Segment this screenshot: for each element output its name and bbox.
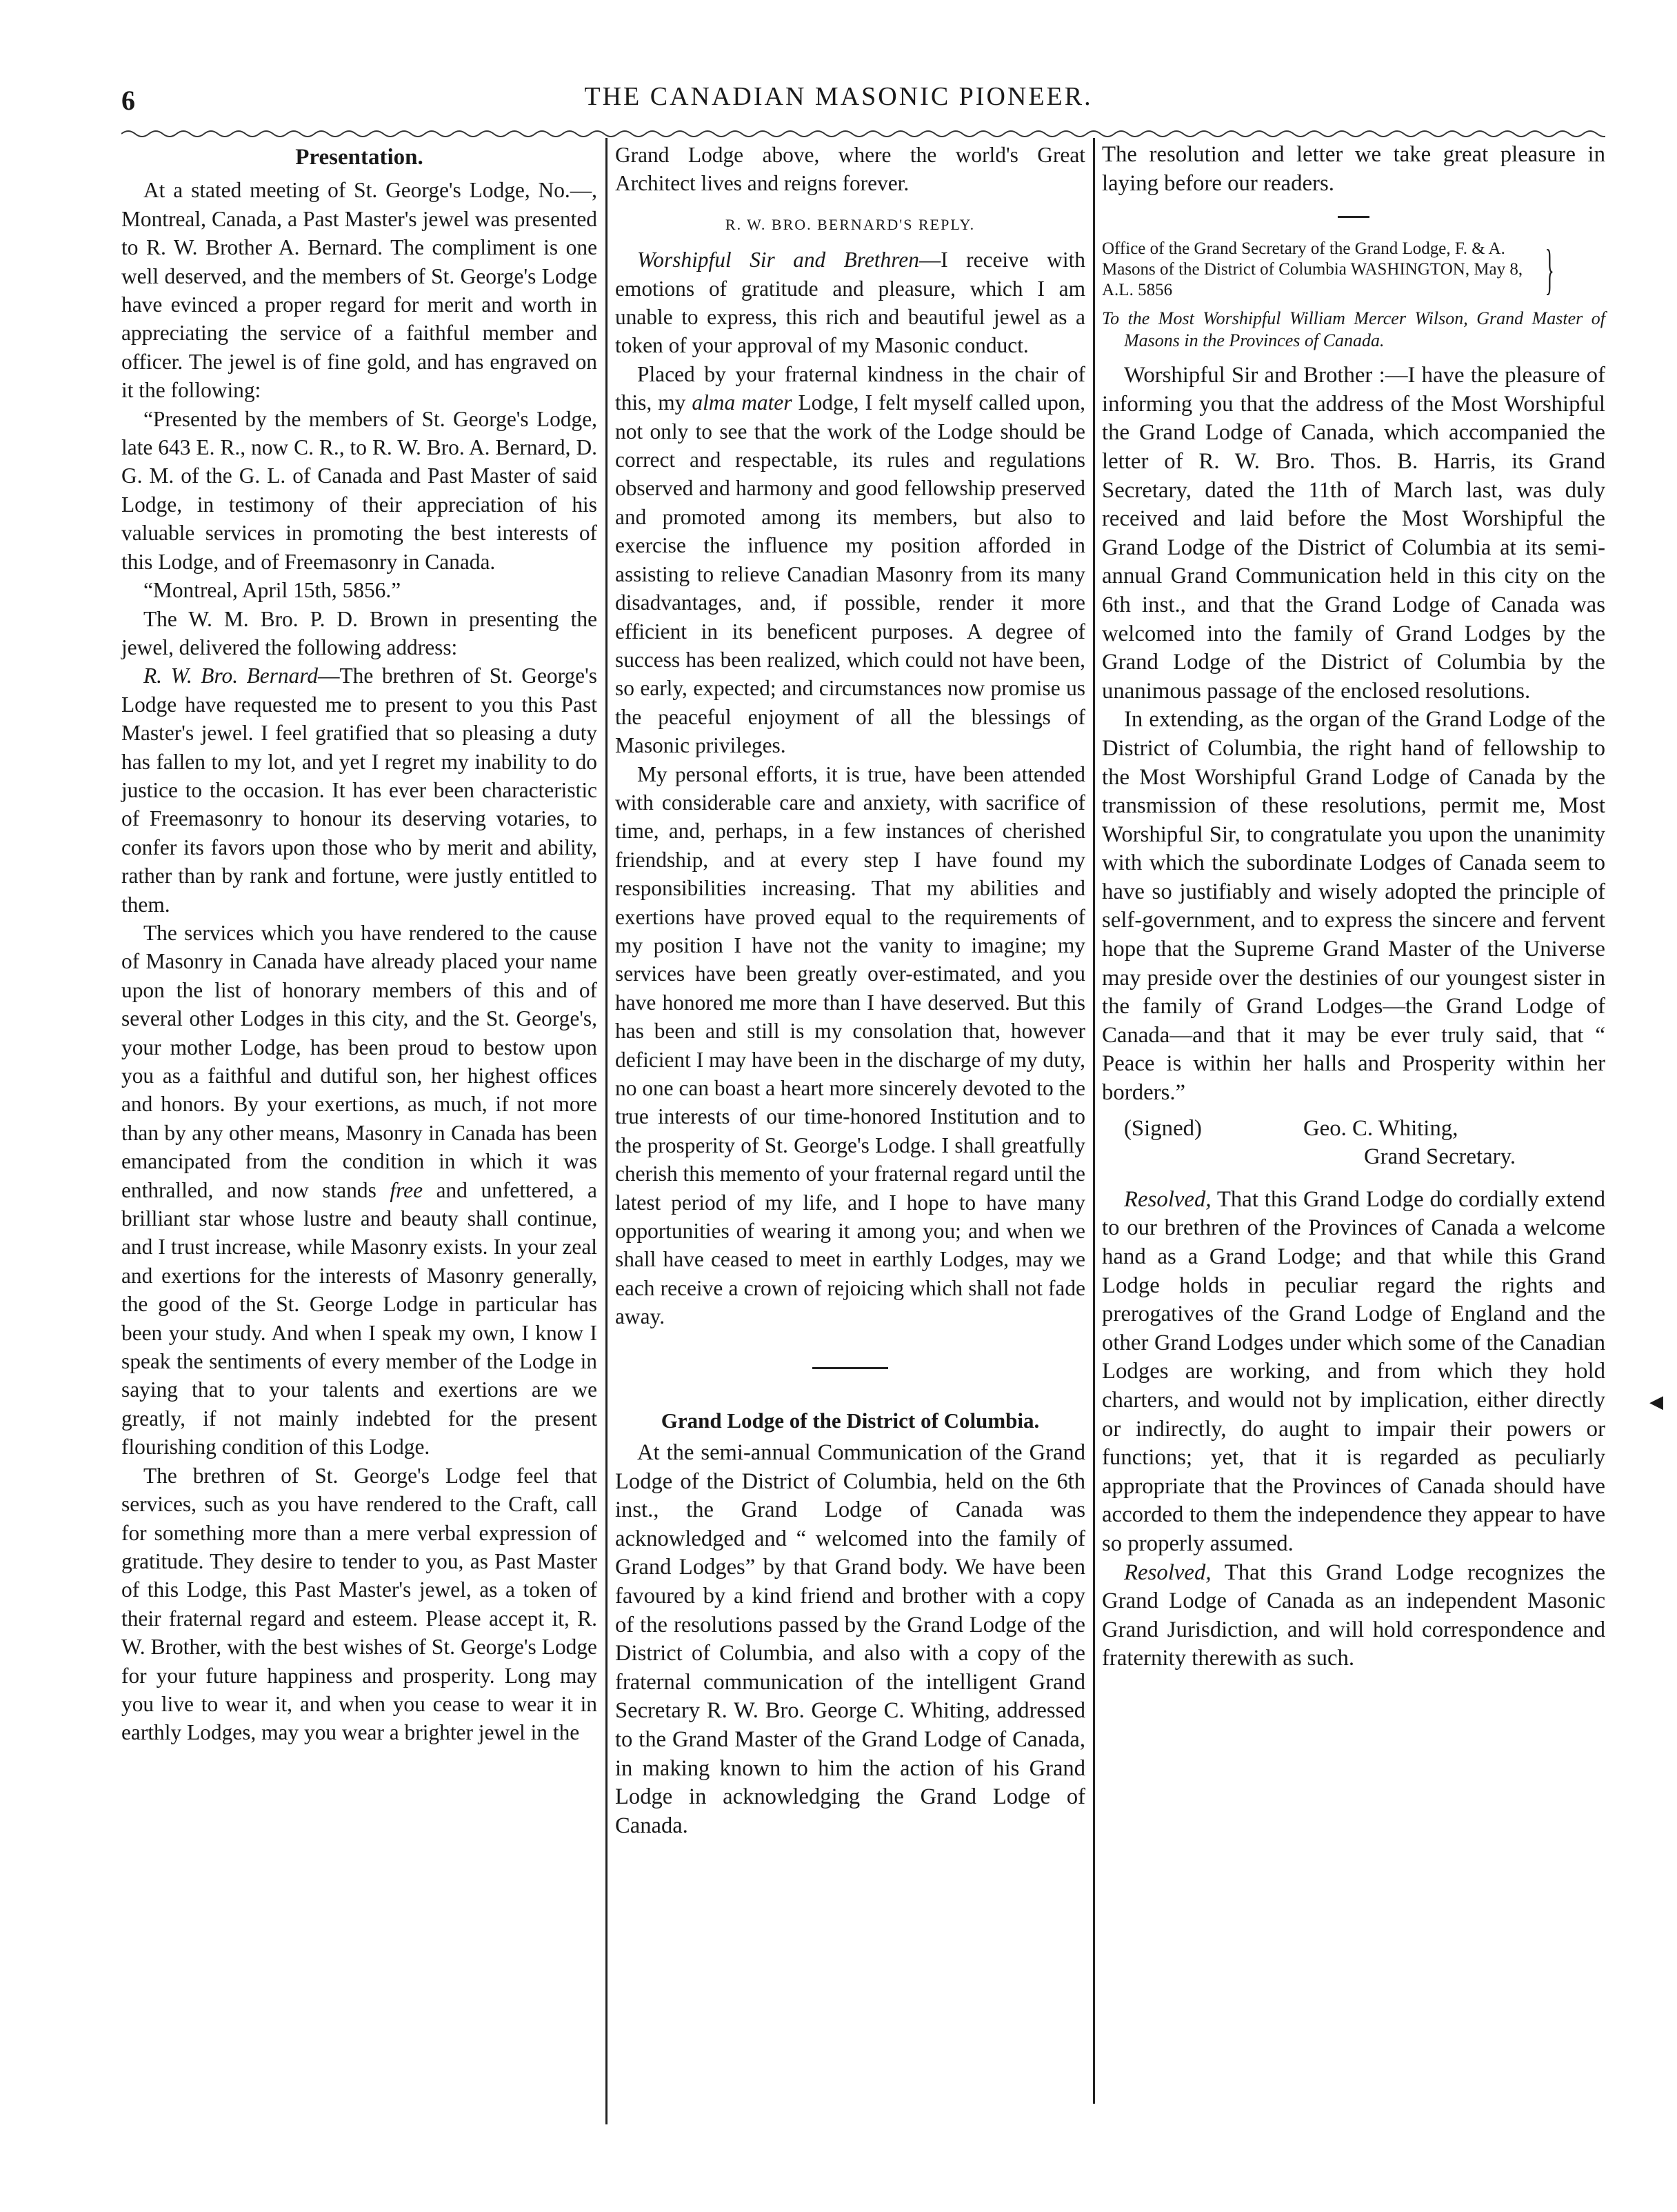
- header-ornamental-rule: [121, 128, 1605, 139]
- address-text-2b: and unfettered, a brilliant star whose lustre and beauty shall continue, and I trust increase, while Masonry exists. In your zeal and exertions for the interests of Masonry generally, the good of the St. George Lodge in particular has been your study. And when I speak my own, I know I speak the sentiments of every member of the Lodge in saying that to your talents and exertions are we greatly, if not mainly indebted for the present flourishing condition of this Lodge.: [121, 1177, 597, 1459]
- col2-paragraph-continuation: Grand Lodge above, where the world's Great Architect lives and reigns forever.: [615, 143, 1085, 196]
- address-text-2a: The services which you have rendered to the cause of Masonry in Canada have already placed your name upon the list of honorary members of this and of several other Lodges in this city, and the St. George's, your mother Lodge, has been proud to bestow upon you as a faithful and dutiful son, her highest offices and honors. By your exertions, as much, if not more than by any other means, Masonry in Canada has been emancipated from the condition in which it was enthralled, and now stands: [121, 920, 597, 1202]
- district-of-columbia-heading: Grand Lodge of the District of Columbia.: [661, 1408, 1040, 1433]
- address-text-1: —The brethren of St. George's Lodge have requested me to present to you this Past Master's jewel. I feel gratified that so pleasing a duty has fallen to my lot, and yet I regret my inability to do justice to the occasion. It has ever been characteristic of Freemasonry to honour its deserving votaries, to confer its favors upon those who by merit and ability, rather than by rank and fortune, were justly entitled to them.: [121, 664, 597, 917]
- resolution-2-text: That this Grand Lodge recognizes the Grand Lodge of Canada as an independent Masonic Grand Jurisdiction, and will hold correspondence and fraternity therewith as such.: [1102, 1560, 1605, 1671]
- short-dash-separator: [1338, 216, 1369, 218]
- col3-resolution-1: [1102, 1186, 1605, 1559]
- col2-reply-paragraph-2: [615, 360, 1085, 760]
- signed-name: Geo. C. Whiting,: [1303, 1115, 1458, 1141]
- section-separator: [812, 1367, 888, 1369]
- signed-title: Grand Secretary.: [1364, 1144, 1516, 1170]
- col1-address-paragraph-2: [121, 919, 597, 1462]
- col1-address-paragraph-1: [121, 661, 597, 919]
- column-divider-2: [1093, 138, 1095, 2104]
- page-title: THE CANADIAN MASONIC PIONEER.: [584, 82, 1093, 111]
- signed-label: (Signed): [1124, 1115, 1202, 1141]
- page-number: 6: [121, 85, 135, 116]
- col1-inscription-date: “Montreal, April 15th, 5856.”: [143, 578, 401, 603]
- col2-columbia-paragraph: At the semi-annual Communication of the Grand Lodge of the District of Columbia, held on the 6th inst., the Grand Lodge of Canada was acknowledged and “ welcomed into the family of Grand Lodges” by that Grand body. We have been favoured by a kind friend and brother with a copy of the resolutions passed by the Grand Lodge of the District of Columbia, and also with a copy of the fraternal communication of the intelligent Grand Secretary R. W. Bro. George C. Whiting, addressed to the Grand Master of the Grand Lodge of Canada, in making known to him the action of his Grand Lodge in acknowledging the Grand Lodge of Canada.: [615, 1440, 1085, 1838]
- resolution-1-text: That this Grand Lodge do cordially extend to our brethren of the Provinces of Canada a welcome hand as a Grand Lodge; and that while this Grand Lodge holds in peculiar regard the rights and prerogatives of the Grand Lodge of England and the other Grand Lodges under which some of the Canadian Lodges are working, and from which they hold charters, and would not by implication, either directly or indirectly, do aught to impair their powers or functions; yet, that it is regarded as peculiarly appropriate that the Provinces of Canada should have accorded to them the independence they appear to have so properly assumed.: [1102, 1186, 1605, 1556]
- col3-intro-paragraph: The resolution and letter we take great pleasure in laying before our readers.: [1102, 142, 1605, 196]
- reply-italic-alma-mater: alma mater: [692, 390, 792, 415]
- reply-text-2a: Placed by your fraternal kindness in the chair of this, my: [615, 361, 1085, 415]
- reply-heading: R. W. BRO. BERNARD'S REPLY.: [725, 215, 976, 233]
- reply-text-2b: Lodge, I felt myself called upon, not only to see that the work of the Lodge should be correct and respectable, its rules and regulations observed and harmony and good fellowship preserved and promoted among its members, but also to exercise the influence my position afforded in assisting to relieve Canadian Masonry from its many disadvantages, and, if possible, render it more efficient in its beneficent purposes. A degree of success has been realized, which could not have been, so early, expected; and circumstances now promise us the peaceful enjoyment of all the blessings of Masonic privileges.: [615, 390, 1085, 758]
- reply-salutation: Worshipful Sir and Brethren: [637, 248, 919, 272]
- col3-letter-paragraph-1: Worshipful Sir and Brother :—I have the pleasure of informing you that the address of the Most Worshipful the Grand Lodge of Canada, which accompanied the letter of R. W. Bro. Thos. B. Harris, its Grand Secretary, dated the 11th of March last, was duly received and laid before the Most Worshipful the Grand Lodge of the District of Columbia at its semi-annual Grand Communication held in this city on the 6th inst., and that the Grand Lodge of Canada was welcomed into the family of Grand Lodges by the Grand Lodge of the District of Columbia by the unanimous passage of the enclosed resolutions.: [1102, 363, 1605, 704]
- column-2: [615, 141, 1085, 1840]
- col1-jewel-inscription: “Presented by the members of St. George's Lodge, late 643 E. R., now C. R., to R. W. Bro. A. Bernard, D. G. M. of the G. L. of Canada and Past Master of said Lodge, in testimony of their appreciation of his valuable services in promoting the best interests of this Lodge, and of Freemasonry in Canada.: [121, 406, 597, 574]
- presentation-heading: Presentation.: [295, 145, 423, 170]
- col1-paragraph-address-intro: The W. M. Bro. P. D. Brown in presenting the jewel, delivered the following address:: [121, 606, 597, 659]
- resolved-label-1: Resolved,: [1124, 1186, 1212, 1212]
- col3-letter-paragraph-2: In extending, as the organ of the Grand Lodge of the District of Columbia, the right hand of fellowship to the Most Worshipful Grand Lodge of Canada by the transmission of these resolutions, permit me, Most Worshipful Sir, to congratulate you upon the unanimity with which the subordinate Lodges of Canada seem to have so justifiably and wisely adopted the principle of self-government, and to express the sincere and fervent hope that the Supreme Grand Master of the Universe may preside over the destinies of our youngest sister in the family of Grand Lodges—the Grand Lodge of Canada—and that it may be ever truly said, that “ Peace is within her halls and Prosperity within her borders.”: [1102, 707, 1605, 1106]
- column-divider-1: [605, 138, 607, 2124]
- signature-line: [1102, 1115, 1605, 1144]
- margin-pointer-icon: ◀: [1649, 1392, 1663, 1412]
- address-italic-free: free: [390, 1177, 423, 1202]
- resolved-label-2: Resolved,: [1124, 1560, 1212, 1585]
- office-dateline: [1102, 239, 1605, 301]
- col3-resolution-2: [1102, 1559, 1605, 1673]
- address-salutation: R. W. Bro. Bernard: [143, 664, 319, 688]
- col2-reply-paragraph-1: [615, 246, 1085, 360]
- right-brace-icon: }: [1545, 239, 1554, 301]
- column-3: [1102, 141, 1605, 1673]
- office-dateline-text: Office of the Grand Secretary of the Grand Lodge, F. & A. Masons of the District of Columbia WASHINGTON, May 8, A.L. 5856: [1102, 239, 1523, 300]
- col1-address-paragraph-3: The brethren of St. George's Lodge feel that services, such as you have rendered to the Craft, call for something more than a mere verbal expression of gratitude. They desire to tender to you, as Past Master of this Lodge, this Past Master's jewel, as a token of their fraternal regard and esteem. Please accept it, R. W. Brother, with the best wishes of St. George's Lodge for your future happiness and prosperity. Long may you live to wear it, and when you cease to wear it in earthly Lodges, may you wear a brighter jewel in the: [121, 1463, 597, 1745]
- reply-text-1: —I receive with emotions of gratitude and pleasure, which I am unable to express, this rich and beautiful jewel as a token of your approval of my Masonic conduct.: [615, 248, 1085, 358]
- col1-paragraph-1: At a stated meeting of St. George's Lodge, No.—, Montreal, Canada, a Past Master's jewel was presented to R. W. Brother A. Bernard. The compliment is one well deserved, and the members of St. George's Lodge have evinced a proper regard for merit and worth in appreciating the service of a faithful member and officer. The jewel is of fine gold, and has engraved on it the following:: [121, 178, 597, 403]
- letter-addressee: To the Most Worshipful William Mercer Wilson, Grand Master of Masons in the Provinces of Canada.: [1102, 308, 1605, 351]
- column-1: [121, 141, 597, 1747]
- col2-reply-paragraph-3: My personal efforts, it is true, have been attended with considerable care and anxiety, with sacrifice of time, and, perhaps, in a few instances of cherished friendship, and at every step I have found my responsibilities increasing. That my abilities and exertions have proved equal to the requirements of my position I have not the vanity to imagine; my services have been greatly over-estimated, and you have honored me more than I have deserved. But this has been and still is my consolation that, however deficient I may have been in the discharge of my duty, no one can boast a heart more sincerely devoted to the true interests of our time-honored Institution and to the prosperity of St. George's Lodge. I shall greatfully cherish this memento of your fraternal regard until the latest period of my life, and I hope to have many opportunities of wearing it among you; and when we shall have ceased to meet in earthly Lodges, may we each receive a crown of rejoicing which shall not fade away.: [615, 761, 1085, 1329]
